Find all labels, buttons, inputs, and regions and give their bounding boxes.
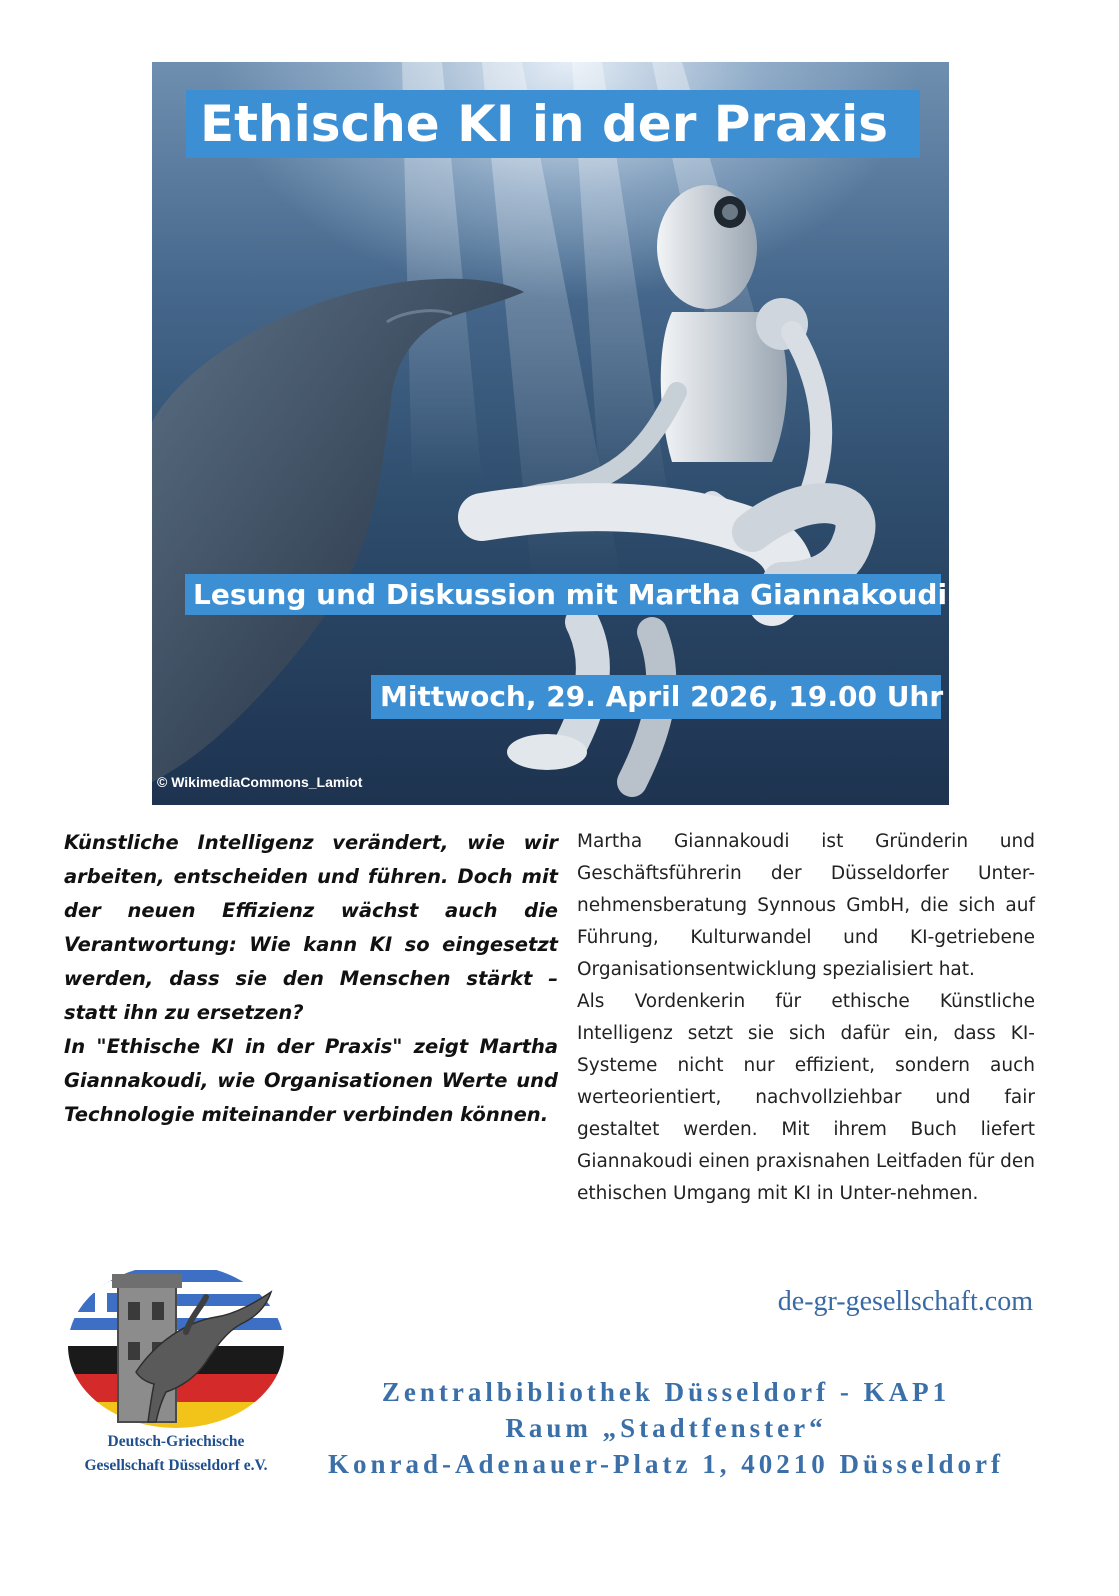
society-logo — [66, 1262, 286, 1430]
society-name-line: Gesellschaft Düsseldorf e.V. — [84, 1457, 268, 1474]
hero-image — [152, 62, 949, 805]
teaser-text — [64, 826, 558, 1132]
event-date: Mittwoch, 29. April 2026, 19.00 Uhr — [371, 675, 941, 719]
venue-line: Raum „Stadtfenster“ — [505, 1413, 827, 1443]
bio-paragraph: Als Vordenkerin für ethische Künstliche Intelligenz setzt sie sich dafür ein, dass KI-Systeme nicht nur effizient, sondern auch werteorientiert, nachvollziehbar und fair gestaltet werden. Mit ihrem Buch liefert Giannakoudi einen praxisnahen Leitfaden für den ethischen Umgang mit KI in Unter-nehmen. — [577, 991, 1035, 1204]
teaser-paragraph: In "Ethische KI in der Praxis" zeigt Martha Giannakoudi, wie Organisationen Werte und Technologie miteinander verbinden können. — [64, 1035, 558, 1126]
event-title: Ethische KI in der Praxis — [186, 90, 920, 158]
venue-line: Konrad-Adenauer-Platz 1, 40210 Düsseldorf — [328, 1449, 1004, 1479]
website-link[interactable]: de-gr-gesellschaft.com — [777, 1286, 1033, 1317]
venue-line: Zentralbibliothek Düsseldorf - KAP1 — [381, 1377, 951, 1407]
venue-address — [290, 1374, 1042, 1482]
image-credit: © WikimediaCommons_Lamiot — [157, 774, 363, 790]
society-name — [58, 1430, 294, 1478]
bio-paragraph: Martha Giannakoudi ist Gründerin und Geschäftsführerin der Düsseldorfer Unter-nehmensberatung Synnous GmbH, die sich auf Führung, Kulturwandel und KI-getriebene Organisationsentwicklung spezialisiert hat. — [577, 831, 1035, 980]
society-name-line: Deutsch-Griechische — [107, 1433, 245, 1450]
event-subtitle: Lesung und Diskussion mit Martha Giannakoudi — [185, 574, 941, 615]
author-bio — [577, 826, 1035, 1210]
teaser-paragraph: Künstliche Intelligenz verändert, wie wir arbeiten, entscheiden und führen. Doch mit der neuen Effizienz wächst auch die Verantwortung: Wie kann KI so eingesetzt werden, dass sie den Menschen stärkt – statt ihn zu ersetzen? — [64, 831, 558, 1024]
